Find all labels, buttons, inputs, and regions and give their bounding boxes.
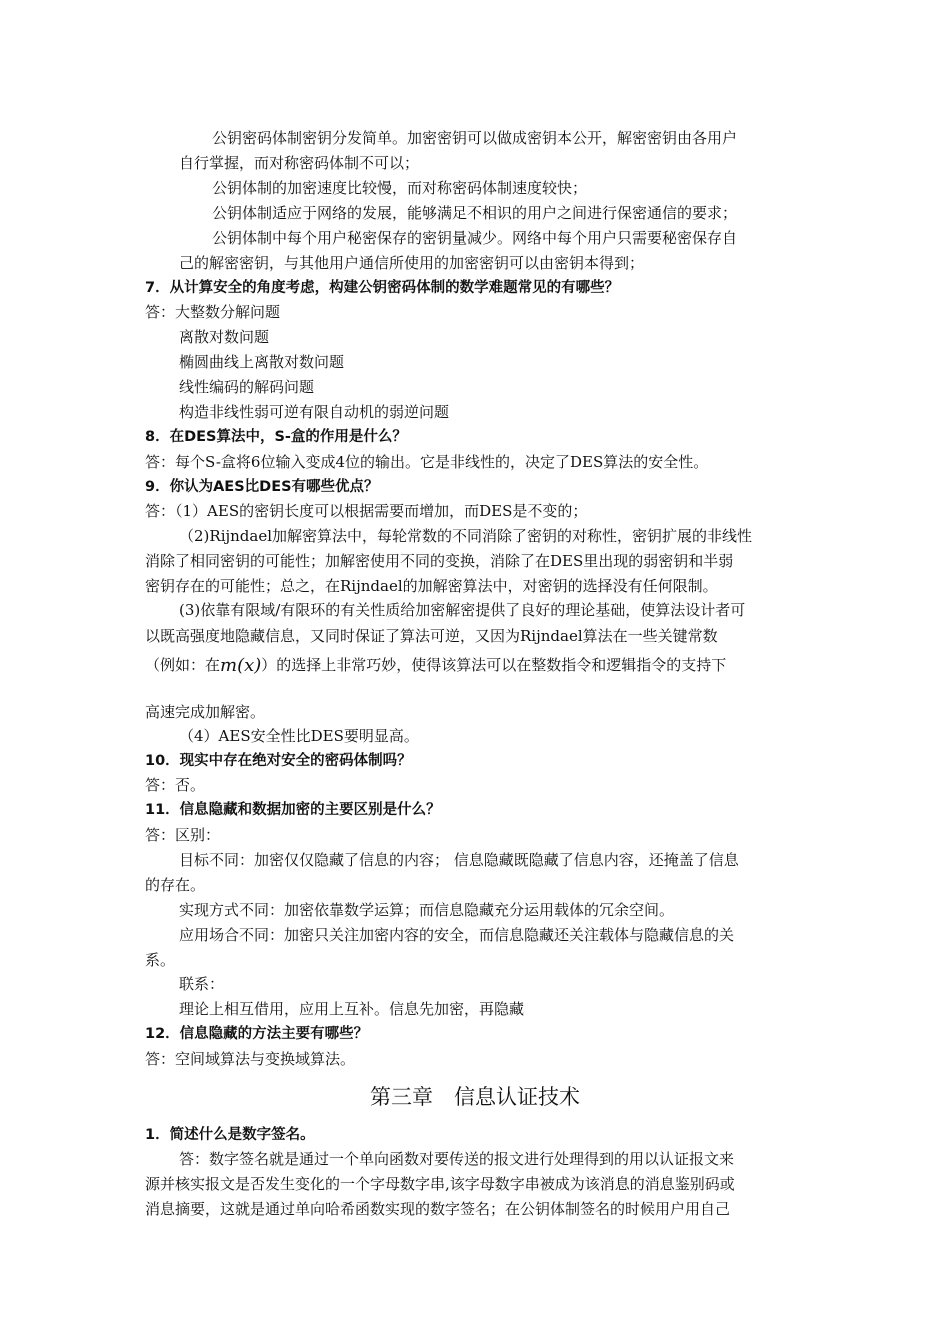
- line-text: ）的选择上非常巧妙，使得该算法可以在整数指令和逻辑指令的支持下: [261, 656, 727, 674]
- paragraph-line: 目标不同：加密仅仅隐藏了信息的内容； 信息隐藏既隐藏了信息内容，还掩盖了信息: [179, 851, 739, 869]
- answer-line: 答：空间域算法与变换域算法。: [145, 1050, 356, 1068]
- question-heading: 7．从计算安全的角度考虑，构建公钥密码体制的数学难题常见的有哪些？: [145, 280, 620, 296]
- paragraph-line: 的存在。: [145, 876, 206, 894]
- paragraph-line: 公钥体制的加密速度比较慢，而对称密码体制速度较快；: [212, 179, 588, 197]
- chapter-title: 第三章 信息认证技术: [370, 1085, 580, 1109]
- answer-line: 答：否。: [145, 776, 206, 794]
- paragraph-line: 源并核实报文是否发生变化的一个字母数字串,该字母数字串被成为该消息的消息鉴别码或: [145, 1175, 735, 1193]
- answer-line: 答：大整数分解问题: [145, 303, 281, 321]
- paragraph-line: 实现方式不同：加密依靠数学运算；而信息隐藏充分运用载体的冗余空间。: [179, 901, 675, 919]
- paragraph-line: 系。: [145, 951, 176, 969]
- question-heading: 1．简述什么是数字签名。: [145, 1127, 315, 1143]
- paragraph-line: 消息摘要，这就是通过单向哈希函数实现的数字签名；在公钥体制签名的时候用户用自己: [145, 1200, 731, 1218]
- formula-mx: m(x): [220, 655, 262, 676]
- question-heading: 12．信息隐藏的方法主要有哪些？: [145, 1026, 369, 1042]
- question-heading: 10．现实中存在绝对安全的密码体制吗？: [145, 753, 412, 769]
- paragraph-line: [145, 655, 726, 676]
- paragraph-line: 公钥体制中每个用户秘密保存的密钥量减少。网络中每个用户只需要秘密保存自: [212, 229, 738, 247]
- list-item: 线性编码的解码问题: [179, 378, 315, 396]
- list-item: 构造非线性弱可逆有限自动机的弱逆问题: [179, 403, 450, 421]
- question-heading: 9．你认为AES比DES有哪些优点？: [145, 479, 379, 495]
- line-text: （例如：在: [145, 656, 221, 674]
- question-heading: 8．在DES算法中，S-盒的作用是什么？: [145, 429, 407, 445]
- answer-line: 答：（1）AES的密钥长度可以根据需要而增加，而DES是不变的；: [145, 502, 588, 520]
- paragraph-line: 己的解密密钥，与其他用户通信所使用的加密密钥可以由密钥本得到；: [179, 254, 645, 272]
- question-heading: 11．信息隐藏和数据加密的主要区别是什么？: [145, 802, 441, 818]
- paragraph-line: 密钥存在的可能性；总之，在Rijndael的加解密算法中，对密钥的选择没有任何限制。: [145, 577, 718, 595]
- paragraph-line: (3)依靠有限域/有限环的有关性质给加密解密提供了良好的理论基础，使算法设计者可: [179, 601, 746, 619]
- list-item: 离散对数问题: [179, 328, 270, 346]
- paragraph-line: 联系：: [179, 975, 225, 993]
- answer-line: 答：区别：: [145, 826, 221, 844]
- list-item: 椭圆曲线上离散对数问题: [179, 353, 345, 371]
- answer-line: 答：每个S-盒将6位输入变成4位的输出。它是非线性的，决定了DES算法的安全性。: [145, 453, 709, 471]
- paragraph-line: （4）AES安全性比DES要明显高。: [179, 727, 419, 745]
- paragraph-line: 高速完成加解密。: [145, 703, 266, 721]
- paragraph-line: 自行掌握，而对称密码体制不可以；: [179, 154, 420, 172]
- paragraph-line: 消除了相同密钥的可能性；加解密使用不同的变换，消除了在DES里出现的弱密钥和半弱: [145, 552, 734, 570]
- paragraph-line: 答：数字签名就是通过一个单向函数对要传送的报文进行处理得到的用以认证报文来: [179, 1150, 735, 1168]
- paragraph-line: 公钥体制适应于网络的发展，能够满足不相识的用户之间进行保密通信的要求；: [212, 204, 738, 222]
- paragraph-line: 理论上相互借用，应用上互补。信息先加密，再隐藏: [179, 1000, 525, 1018]
- paragraph-line: （2)Rijndael加解密算法中，每轮常数的不同消除了密钥的对称性，密钥扩展的非线性: [179, 527, 753, 545]
- paragraph-line: 公钥密码体制密钥分发简单。加密密钥可以做成密钥本公开，解密密钥由各用户: [212, 129, 738, 147]
- paragraph-line: 应用场合不同：加密只关注加密内容的安全，而信息隐藏还关注载体与隐藏信息的关: [179, 926, 735, 944]
- paragraph-line: 以既高强度地隐藏信息，又同时保证了算法可逆，又因为Rijndael算法在一些关键常数: [145, 627, 718, 645]
